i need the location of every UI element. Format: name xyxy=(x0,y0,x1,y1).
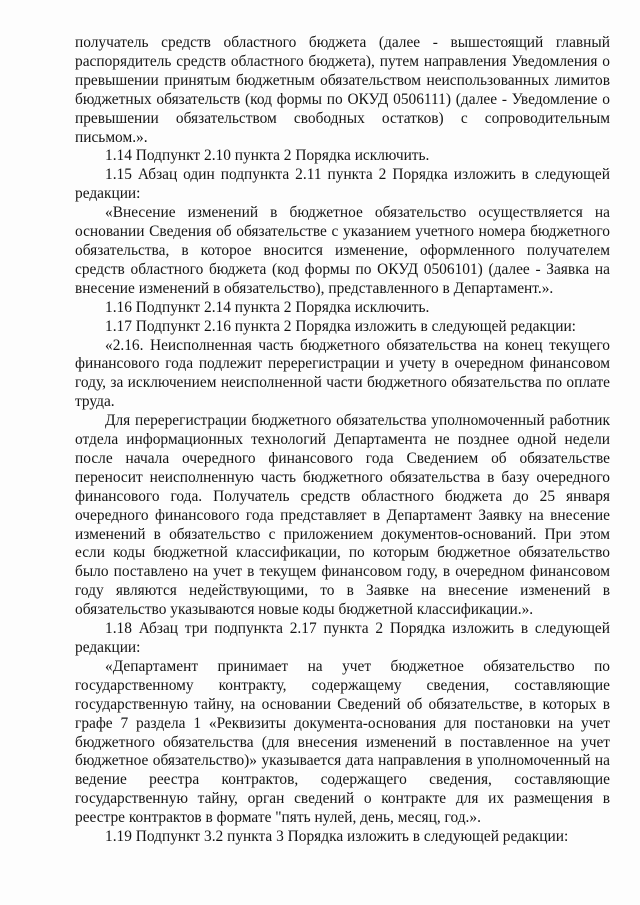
paragraph-4: «Внесение изменений в бюджетное обязательство осуществляется на основании Сведения об обязательстве с указанием учетного номера бюджетного обязательства, в которое вносится изменение, оформленного получателем средств областного бюджета (код формы по ОКУД 0506101) (далее - Заявка на внесение изменений в обязательство), представленного в Департамент.». xyxy=(75,204,610,297)
paragraph-9: 1.18 Абзац три подпункта 2.17 пункта 2 Порядка изложить в следующей редакции: xyxy=(75,620,610,656)
paragraph-5: 1.16 Подпункт 2.14 пункта 2 Порядка исключить. xyxy=(105,298,430,316)
paragraph-11: 1.19 Подпункт 3.2 пункта 3 Порядка изложить в следующей редакции: xyxy=(105,828,569,846)
paragraph-6: 1.17 Подпункт 2.16 пункта 2 Порядка изложить в следующей редакции: xyxy=(105,317,576,335)
paragraph-1: получатель средств областного бюджета (далее - вышестоящий главный распорядитель средств областного бюджета), путем направления Уведомления о превышении принятым бюджетным обязательством неиспользованных лимитов бюджетных обязательств (код формы по ОКУД 0506111) (далее - Уведомление о превышении обязательством свободных остатков) с сопроводительным письмом.». xyxy=(75,34,610,146)
paragraph-8: Для перерегистрации бюджетного обязательства уполномоченный работник отдела информационных технологий Департамента не позднее одной недели после начала очередного финансового года Сведением об обязательстве переносит неисполненную часть бюджетного обязательства в базу очередного финансового года. Получатель средств областного бюджета до 25 января очередного финансового года представляет в Департамент Заявку на внесение изменений в обязательство с приложением документов-оснований. При этом если коды бюджетной классификации, по которым бюджетное обязательство было поставлено на учет в текущем финансовом году, в очередном финансовом году являются недействующими, то в Заявке на внесение изменений в обязательство указываются новые коды бюджетной классификации.». xyxy=(75,412,610,619)
paragraph-3: 1.15 Абзац один подпункта 2.11 пункта 2 Порядка изложить в следующей редакции: xyxy=(75,166,610,203)
paragraph-7: «2.16. Неисполненная часть бюджетного обязательства на конец текущего финансового года подлежит перерегистрации и учету в очередном финансовом году, за исключением неисполненной части бюджетного обязательства по оплате труда. xyxy=(75,336,610,411)
paragraph-2: 1.14 Подпункт 2.10 пункта 2 Порядка исключить. xyxy=(105,147,430,165)
paragraph-10: «Департамент принимает на учет бюджетное обязательство по государственному контракту, содержащему сведения, составляющие государственную тайну, на основании Сведений об обязательстве, в которых в графе 7 раздела 1 «Реквизиты документа-основания для постановки на учет бюджетного обязательства (для внесения изменений в поставленное на учет бюджетное обязательство)» указывается дата направления в уполномоченный на ведение реестра контрактов, содержащего сведения, составляющие государственную тайну, орган сведений о контракте для их размещения в реестре контрактов в формате "пять нулей, день, месяц, год.». xyxy=(75,657,610,827)
